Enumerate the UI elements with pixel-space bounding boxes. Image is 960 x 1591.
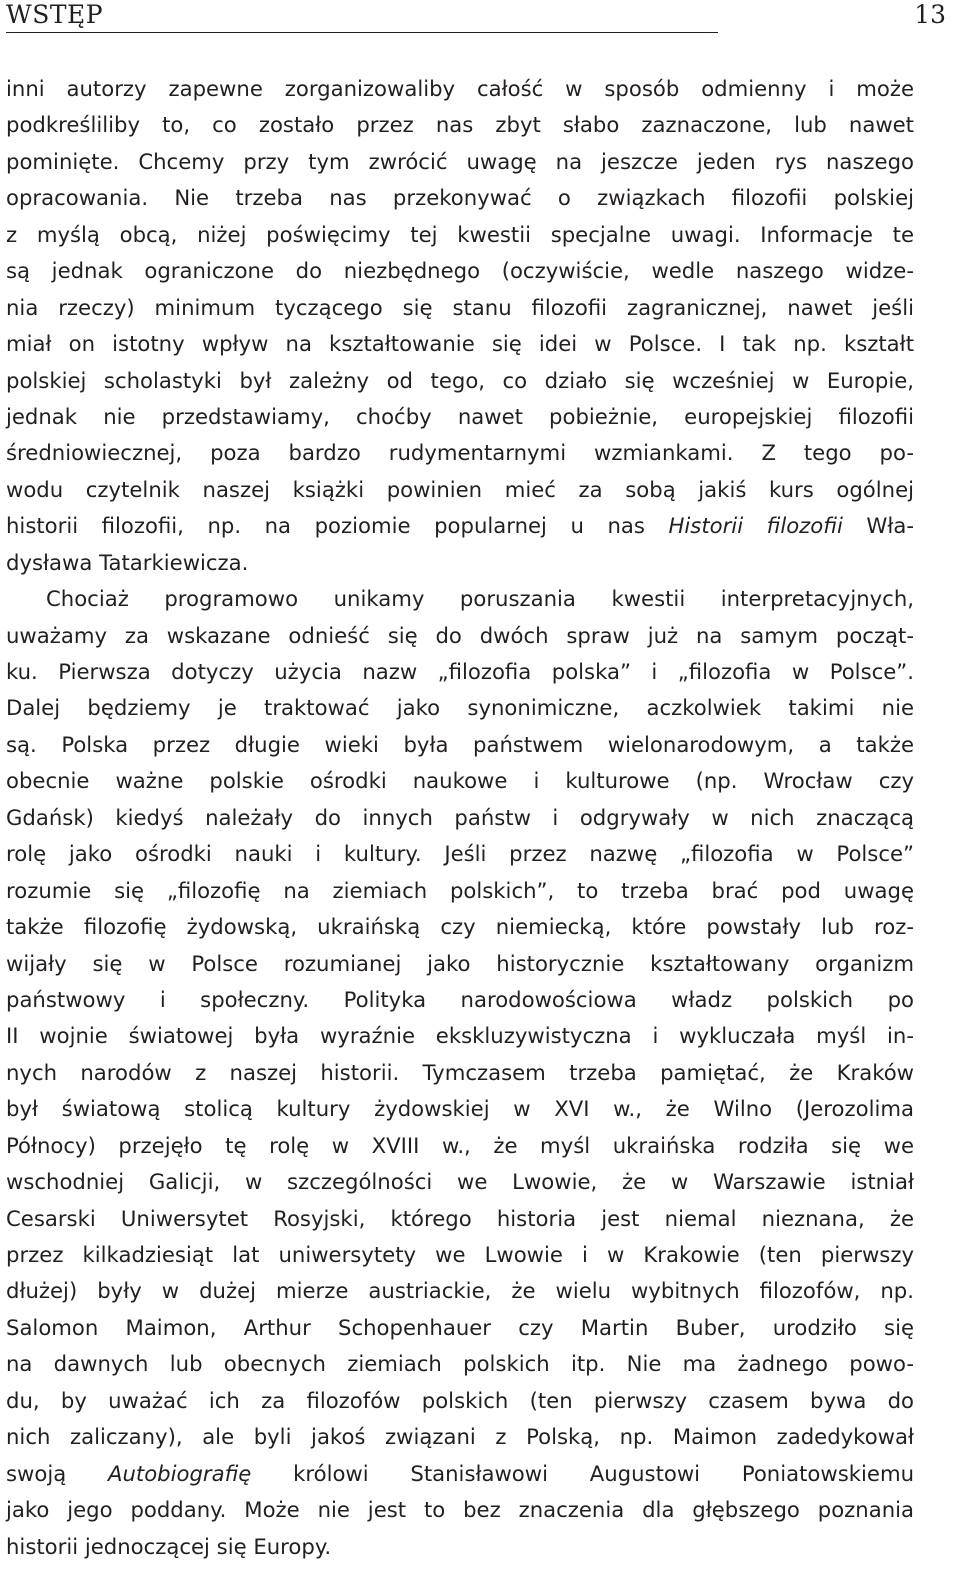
line-text: wodu czytelnik naszej książki powinien mieć za sobą jakiś kurs ogólnej [6,476,914,502]
line-text: swoją [6,1460,108,1486]
text-line [6,326,914,362]
line-text: wijały się w Polsce rozumianej jako historycznie kształtowany organizm [6,950,914,976]
line-text: jako jego poddany. Może nie jest to bez znaczenia dla głębszego poznania [6,1497,914,1523]
line-text: na dawnych lub obecnych ziemiach polskich itp. Nie ma żadnego powo- [6,1351,914,1377]
text-line [6,946,914,982]
line-text: du, by uważać ich za filozofów polskich (ten pierwszy czasem bywa do [6,1387,914,1413]
text-line [6,290,914,326]
book-title-italic: Autobiografię [107,1460,252,1486]
line-text: dłużej) były w dużej mierze austriackie, że wielu wybitnych filozofów, np. [6,1278,914,1304]
line-text: miał on istotny wpływ na kształtowanie się idei w Polsce. I tak np. kształt [6,331,914,357]
text-line [6,982,914,1018]
line-text: królowi Stanisławowi Augustowi Poniatowskiemu [251,1460,915,1486]
text-line [6,71,914,107]
line-text: jednak nie przedstawiamy, choćby nawet pobieżnie, europejskiej filozofii [6,403,914,429]
line-text: wschodniej Galicji, w szczególności we Lwowie, że w Warszawie istniał [6,1169,914,1195]
line-text: obecnie ważne polskie ośrodki naukowe i kulturowe (np. Wrocław czy [6,768,914,794]
line-text: Cesarski Uniwersytet Rosyjski, którego historia jest niemal nieznana, że [6,1205,914,1231]
text-line [6,618,914,654]
line-text: Dalej będziemy je traktować jako synonimiczne, aczkolwiek takimi nie [6,695,914,721]
chapter-title: WSTĘP [6,0,104,29]
line-text: II wojnie światowej była wyraźnie ekskluzywistyczna i wykluczała myśl in- [6,1023,914,1049]
text-line [6,1456,914,1492]
text-line [6,800,914,836]
line-text: Chociaż programowo unikamy poruszania kwestii interpretacyjnych, [46,586,914,612]
text-line [6,472,914,508]
line-text: państwowy i społeczny. Polityka narodowościowa władz polskich po [6,986,914,1012]
line-text: polskiej scholastyki był zależny od tego, co działo się wcześniej w Europie, [6,367,914,393]
line-text: także filozofię żydowską, ukraińską czy niemiecką, które powstały lub roz- [6,914,914,940]
text-line [6,399,914,435]
text-line [6,1383,914,1419]
line-text: Salomon Maimon, Arthur Schopenhauer czy Martin Buber, urodziło się [6,1314,914,1340]
text-line [6,727,914,763]
text-line [6,1346,914,1382]
text-line [6,363,914,399]
line-text: Gdańsk) kiedyś należały do innych państw i odgrywały w nich znaczącą [6,804,914,830]
text-line [6,1201,914,1237]
text-line [6,1164,914,1200]
line-text: uważamy za wskazane odnieść się do dwóch spraw już na samym począt- [6,622,914,648]
line-text: Wła- [842,513,914,539]
text-line [6,545,914,581]
line-text: pominięte. Chcemy przy tym zwrócić uwagę na jeszcze jeden rys naszego [6,148,914,174]
book-title-italic: Historii filozofii [668,513,843,539]
text-line [6,654,914,690]
page-number: 13 [914,0,946,29]
text-line [6,690,914,726]
header-rule [6,32,718,33]
line-text: są. Polska przez długie wieki była państwem wielonarodowym, a także [6,731,914,757]
line-text: opracowania. Nie trzeba nas przekonywać o związkach filozofii polskiej [6,185,914,211]
text-line [6,180,914,216]
line-text: rozumie się „filozofię na ziemiach polskich”, to trzeba brać pod uwagę [6,877,914,903]
line-text: są jednak ograniczone do niezbędnego (oczywiście, wedle naszego widze- [6,258,914,284]
line-text: nia rzeczy) minimum tyczącego się stanu filozofii zagranicznej, nawet jeśli [6,294,914,320]
running-head [6,0,950,40]
line-text: ku. Pierwsza dotyczy użycia nazw „filozofia polska” i „filozofia w Polsce”. [6,659,914,684]
text-line [6,1018,914,1054]
line-text: był światową stolicą kultury żydowskiej w XVI w., że Wilno (Jerozolima [6,1096,914,1122]
text-line [6,1237,914,1273]
text-line [6,1529,914,1565]
text-line [6,253,914,289]
text-line [6,1091,914,1127]
line-text: inni autorzy zapewne zorganizowaliby całość w sposób odmienny i może [6,76,914,101]
line-text: historii filozofii, np. na poziomie popularnej u nas [6,513,669,539]
text-line [6,435,914,471]
line-text: Północy) przejęło tę rolę w XVIII w., że myśl ukraińska rodziła się we [6,1132,914,1158]
line-text: podkreśliliby to, co zostało przez nas zbyt słabo zaznaczone, lub nawet [6,112,914,138]
text-line [6,1419,914,1455]
body-text [6,71,914,1565]
text-line [6,1128,914,1164]
line-text: nych narodów z naszej historii. Tymczasem trzeba pamiętać, że Kraków [6,1059,914,1085]
text-line [6,836,914,872]
line-text: średniowiecznej, poza bardzo rudymentarnymi wzmiankami. Z tego po- [6,440,914,466]
text-line [6,873,914,909]
text-line [6,508,914,544]
line-text: dysława Tatarkiewicza. [6,549,249,575]
line-text: historii jednoczącej się Europy. [6,1533,332,1559]
line-text: rolę jako ośrodki nauki i kultury. Jeśli przez nazwę „filozofia w Polsce” [6,841,914,867]
text-line [6,909,914,945]
text-line [6,763,914,799]
line-text: z myślą obcą, niżej poświęcimy tej kwestii specjalne uwagi. Informacje te [6,221,914,247]
line-text: nich zaliczany), ale byli jakoś związani z Polską, np. Maimon zadedykował [6,1424,914,1450]
text-line [6,1273,914,1309]
line-text: przez kilkadziesiąt lat uniwersytety we Lwowie i w Krakowie (ten pierwszy [6,1242,914,1267]
text-line [6,144,914,180]
text-line [6,107,914,143]
text-line [6,1310,914,1346]
text-line [6,581,914,617]
text-line [6,217,914,253]
text-line [6,1055,914,1091]
text-line [6,1492,914,1528]
